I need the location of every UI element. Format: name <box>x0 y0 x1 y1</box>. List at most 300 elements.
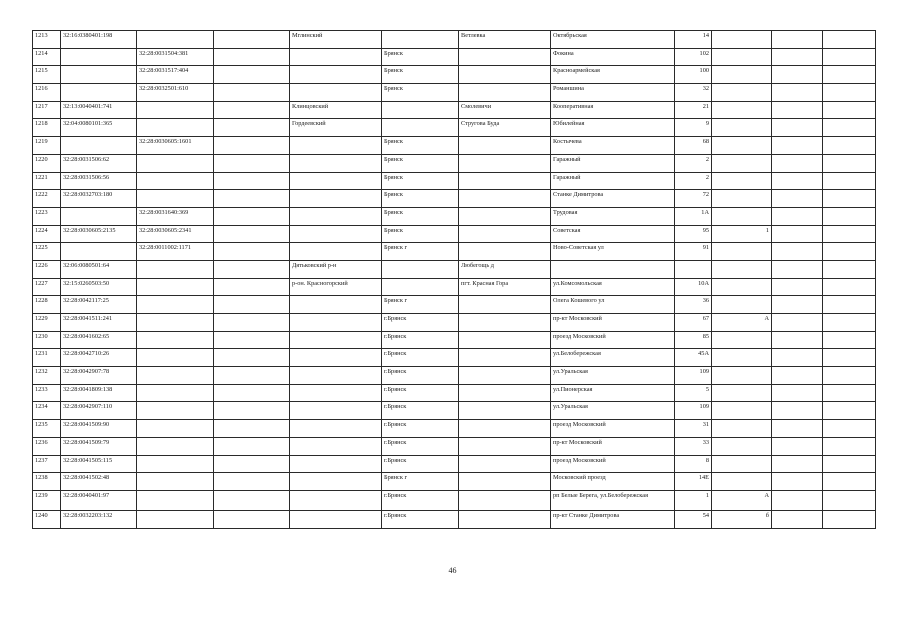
house-number-cell: 67 <box>675 314 712 332</box>
parent-cadastral-number-cell: 32:28:0030605:2341 <box>137 225 214 243</box>
empty-cell <box>823 48 876 66</box>
apartment-cell <box>772 455 823 473</box>
street-cell: ул.Белобережская <box>551 349 675 367</box>
city-cell: г.Брянск <box>382 402 459 420</box>
apartment-cell <box>772 243 823 261</box>
row-number-cell: 1237 <box>33 455 61 473</box>
empty-cell <box>214 490 290 510</box>
building-cell <box>712 119 772 137</box>
building-cell <box>712 207 772 225</box>
table-row <box>33 296 876 314</box>
empty-cell <box>214 473 290 491</box>
settlement-cell <box>459 437 551 455</box>
cadastral-number-cell: 32:28:0041509:90 <box>61 420 137 438</box>
cadastral-number-cell <box>61 48 137 66</box>
empty-cell <box>214 66 290 84</box>
cadastral-number-cell: 32:15:0260503:50 <box>61 278 137 296</box>
apartment-cell <box>772 437 823 455</box>
parent-cadastral-number-cell <box>137 473 214 491</box>
house-number-cell: 1А <box>675 207 712 225</box>
district-cell <box>290 48 382 66</box>
empty-cell <box>214 207 290 225</box>
cadastral-number-cell: 32:04:0080101:365 <box>61 119 137 137</box>
apartment-cell <box>772 48 823 66</box>
city-cell: Брянск <box>382 207 459 225</box>
district-cell <box>290 455 382 473</box>
district-cell: р-он. Красногорский <box>290 278 382 296</box>
building-cell <box>712 473 772 491</box>
district-cell <box>290 402 382 420</box>
empty-cell <box>214 119 290 137</box>
empty-cell <box>823 510 876 528</box>
house-number-cell: 2 <box>675 172 712 190</box>
empty-cell <box>214 48 290 66</box>
row-number-cell: 1234 <box>33 402 61 420</box>
apartment-cell <box>772 278 823 296</box>
building-cell <box>712 367 772 385</box>
cadastral-number-cell <box>61 207 137 225</box>
building-cell <box>712 437 772 455</box>
table-row <box>33 119 876 137</box>
empty-cell <box>214 84 290 102</box>
apartment-cell <box>772 137 823 155</box>
empty-cell <box>214 384 290 402</box>
apartment-cell <box>772 154 823 172</box>
house-number-cell: 36 <box>675 296 712 314</box>
building-cell <box>712 154 772 172</box>
city-cell: Брянск г <box>382 243 459 261</box>
apartment-cell <box>772 225 823 243</box>
cadastral-number-cell: 32:28:0042117:25 <box>61 296 137 314</box>
table-row <box>33 314 876 332</box>
building-cell <box>712 101 772 119</box>
street-cell: Гаражный <box>551 154 675 172</box>
city-cell: г.Брянск <box>382 490 459 510</box>
parent-cadastral-number-cell: 32:28:0031517:404 <box>137 66 214 84</box>
table-row <box>33 455 876 473</box>
apartment-cell <box>772 510 823 528</box>
settlement-cell <box>459 137 551 155</box>
empty-cell <box>823 119 876 137</box>
city-cell: г.Брянск <box>382 367 459 385</box>
house-number-cell: 68 <box>675 137 712 155</box>
settlement-cell: Струговa Буда <box>459 119 551 137</box>
table-row <box>33 225 876 243</box>
house-number-cell: 91 <box>675 243 712 261</box>
empty-cell <box>823 402 876 420</box>
settlement-cell: Смолевичи <box>459 101 551 119</box>
house-number-cell: 2 <box>675 154 712 172</box>
parent-cadastral-number-cell <box>137 119 214 137</box>
cadastral-number-cell: 32:28:0040401:97 <box>61 490 137 510</box>
district-cell <box>290 154 382 172</box>
apartment-cell <box>772 296 823 314</box>
house-number-cell: 1 <box>675 490 712 510</box>
street-cell: проезд Московский <box>551 455 675 473</box>
row-number-cell: 1228 <box>33 296 61 314</box>
city-cell: Брянск <box>382 172 459 190</box>
street-cell: Ново-Советская ул <box>551 243 675 261</box>
house-number-cell: 100 <box>675 66 712 84</box>
apartment-cell <box>772 473 823 491</box>
parent-cadastral-number-cell: 32:28:0011002:1171 <box>137 243 214 261</box>
parent-cadastral-number-cell <box>137 331 214 349</box>
apartment-cell <box>772 367 823 385</box>
table-row <box>33 349 876 367</box>
building-cell <box>712 190 772 208</box>
empty-cell <box>214 101 290 119</box>
settlement-cell <box>459 331 551 349</box>
row-number-cell: 1217 <box>33 101 61 119</box>
street-cell: Трудовая <box>551 207 675 225</box>
apartment-cell <box>772 66 823 84</box>
page-number: 46 <box>448 566 457 575</box>
settlement-cell: Ветлевка <box>459 31 551 49</box>
house-number-cell: 32 <box>675 84 712 102</box>
building-cell: А <box>712 490 772 510</box>
apartment-cell <box>772 101 823 119</box>
empty-cell <box>214 190 290 208</box>
apartment-cell <box>772 384 823 402</box>
street-cell: проезд Московский <box>551 420 675 438</box>
building-cell <box>712 349 772 367</box>
parent-cadastral-number-cell <box>137 314 214 332</box>
house-number-cell: 5 <box>675 384 712 402</box>
city-cell: г.Брянск <box>382 455 459 473</box>
cadastral-number-cell: 32:06:0080501:64 <box>61 260 137 278</box>
empty-cell <box>214 172 290 190</box>
apartment-cell <box>772 349 823 367</box>
street-cell: ул.Уральская <box>551 402 675 420</box>
city-cell <box>382 101 459 119</box>
house-number-cell <box>675 260 712 278</box>
building-cell: 1 <box>712 225 772 243</box>
table-row <box>33 278 876 296</box>
empty-cell <box>823 490 876 510</box>
row-number-cell: 1230 <box>33 331 61 349</box>
house-number-cell: 45А <box>675 349 712 367</box>
city-cell: г.Брянск <box>382 331 459 349</box>
apartment-cell <box>772 84 823 102</box>
parent-cadastral-number-cell <box>137 31 214 49</box>
apartment-cell <box>772 172 823 190</box>
table-row <box>33 84 876 102</box>
table-row <box>33 190 876 208</box>
street-cell: Гаражный <box>551 172 675 190</box>
city-cell: Брянск <box>382 84 459 102</box>
parent-cadastral-number-cell <box>137 437 214 455</box>
district-cell <box>290 349 382 367</box>
table-row <box>33 101 876 119</box>
apartment-cell <box>772 420 823 438</box>
row-number-cell: 1224 <box>33 225 61 243</box>
settlement-cell <box>459 154 551 172</box>
row-number-cell: 1238 <box>33 473 61 491</box>
empty-cell <box>214 137 290 155</box>
street-cell: рп Белые Берега, ул.Белобережская <box>551 490 675 510</box>
settlement-cell <box>459 84 551 102</box>
table-row <box>33 48 876 66</box>
city-cell: г.Брянск <box>382 437 459 455</box>
cadastral-number-cell: 32:13:0040401:741 <box>61 101 137 119</box>
empty-cell <box>214 278 290 296</box>
city-cell <box>382 119 459 137</box>
district-cell <box>290 190 382 208</box>
building-cell <box>712 66 772 84</box>
empty-cell <box>214 437 290 455</box>
district-cell <box>290 84 382 102</box>
table-row <box>33 66 876 84</box>
apartment-cell <box>772 190 823 208</box>
row-number-cell: 1214 <box>33 48 61 66</box>
empty-cell <box>823 101 876 119</box>
empty-cell <box>823 473 876 491</box>
cadastral-number-cell: 32:28:0031506:62 <box>61 154 137 172</box>
row-number-cell: 1231 <box>33 349 61 367</box>
street-cell <box>551 260 675 278</box>
row-number-cell: 1226 <box>33 260 61 278</box>
district-cell <box>290 207 382 225</box>
row-number-cell: 1240 <box>33 510 61 528</box>
row-number-cell: 1223 <box>33 207 61 225</box>
street-cell: пр-кт Московский <box>551 314 675 332</box>
building-cell: А <box>712 314 772 332</box>
city-cell: Брянск г <box>382 296 459 314</box>
district-cell <box>290 420 382 438</box>
district-cell <box>290 331 382 349</box>
house-number-cell: 95 <box>675 225 712 243</box>
building-cell <box>712 384 772 402</box>
table-row <box>33 154 876 172</box>
settlement-cell <box>459 473 551 491</box>
parent-cadastral-number-cell <box>137 402 214 420</box>
parent-cadastral-number-cell <box>137 384 214 402</box>
empty-cell <box>823 84 876 102</box>
settlement-cell <box>459 296 551 314</box>
apartment-cell <box>772 402 823 420</box>
settlement-cell <box>459 190 551 208</box>
city-cell: г.Брянск <box>382 384 459 402</box>
parent-cadastral-number-cell <box>137 510 214 528</box>
parent-cadastral-number-cell <box>137 278 214 296</box>
empty-cell <box>214 420 290 438</box>
building-cell <box>712 260 772 278</box>
cadastral-number-cell: 32:28:0041602:65 <box>61 331 137 349</box>
cadastral-number-cell: 32:28:0041505:115 <box>61 455 137 473</box>
cadastral-number-cell: 32:28:0042907:110 <box>61 402 137 420</box>
table-row <box>33 384 876 402</box>
empty-cell <box>823 331 876 349</box>
row-number-cell: 1225 <box>33 243 61 261</box>
city-cell <box>382 278 459 296</box>
parent-cadastral-number-cell <box>137 490 214 510</box>
city-cell: г.Брянск <box>382 510 459 528</box>
house-number-cell: 14Е <box>675 473 712 491</box>
cadastral-number-cell: 32:28:0041509:79 <box>61 437 137 455</box>
district-cell <box>290 510 382 528</box>
building-cell <box>712 243 772 261</box>
row-number-cell: 1239 <box>33 490 61 510</box>
parent-cadastral-number-cell <box>137 172 214 190</box>
table-row <box>33 510 876 528</box>
apartment-cell <box>772 314 823 332</box>
empty-cell <box>823 137 876 155</box>
row-number-cell: 1216 <box>33 84 61 102</box>
building-cell <box>712 84 772 102</box>
parent-cadastral-number-cell: 32:28:0030605:1601 <box>137 137 214 155</box>
house-number-cell: 14 <box>675 31 712 49</box>
parent-cadastral-number-cell <box>137 260 214 278</box>
street-cell: Советская <box>551 225 675 243</box>
row-number-cell: 1229 <box>33 314 61 332</box>
empty-cell <box>214 296 290 314</box>
settlement-cell <box>459 420 551 438</box>
house-number-cell: 21 <box>675 101 712 119</box>
empty-cell <box>823 154 876 172</box>
district-cell <box>290 490 382 510</box>
table-row <box>33 367 876 385</box>
row-number-cell: 1219 <box>33 137 61 155</box>
building-cell <box>712 402 772 420</box>
empty-cell <box>214 455 290 473</box>
district-cell: Гордеевский <box>290 119 382 137</box>
row-number-cell: 1227 <box>33 278 61 296</box>
building-cell <box>712 172 772 190</box>
cadastral-number-cell: 32:28:0030605:2135 <box>61 225 137 243</box>
street-cell: проезд Московский <box>551 331 675 349</box>
building-cell <box>712 296 772 314</box>
cadastral-number-cell <box>61 84 137 102</box>
city-cell: Брянск <box>382 225 459 243</box>
table-row <box>33 473 876 491</box>
house-number-cell: 8 <box>675 455 712 473</box>
empty-cell <box>214 243 290 261</box>
house-number-cell: 54 <box>675 510 712 528</box>
row-number-cell: 1213 <box>33 31 61 49</box>
parent-cadastral-number-cell: 32:28:0031504:381 <box>137 48 214 66</box>
cadastral-number-cell: 32:16:0380401:198 <box>61 31 137 49</box>
building-cell <box>712 420 772 438</box>
building-cell <box>712 331 772 349</box>
city-cell <box>382 260 459 278</box>
empty-cell <box>823 437 876 455</box>
settlement-cell <box>459 455 551 473</box>
apartment-cell <box>772 331 823 349</box>
settlement-cell <box>459 48 551 66</box>
building-cell <box>712 31 772 49</box>
empty-cell <box>823 420 876 438</box>
city-cell <box>382 31 459 49</box>
city-cell: Брянск <box>382 48 459 66</box>
district-cell <box>290 137 382 155</box>
table-row <box>33 137 876 155</box>
apartment-cell <box>772 260 823 278</box>
row-number-cell: 1233 <box>33 384 61 402</box>
parent-cadastral-number-cell <box>137 101 214 119</box>
district-cell <box>290 225 382 243</box>
cadastral-number-cell: 32:28:0031506:56 <box>61 172 137 190</box>
empty-cell <box>823 455 876 473</box>
district-cell <box>290 296 382 314</box>
city-cell: Брянск <box>382 137 459 155</box>
house-number-cell: 72 <box>675 190 712 208</box>
settlement-cell <box>459 510 551 528</box>
cadastral-number-cell: 32:28:0032703:180 <box>61 190 137 208</box>
street-cell: Красноармейская <box>551 66 675 84</box>
city-cell: г.Брянск <box>382 349 459 367</box>
city-cell: Брянск г <box>382 473 459 491</box>
house-number-cell: 31 <box>675 420 712 438</box>
street-cell: Костычева <box>551 137 675 155</box>
parent-cadastral-number-cell: 32:28:0032501:610 <box>137 84 214 102</box>
settlement-cell <box>459 66 551 84</box>
settlement-cell <box>459 225 551 243</box>
table-row <box>33 172 876 190</box>
house-number-cell: 109 <box>675 402 712 420</box>
empty-cell <box>823 384 876 402</box>
empty-cell <box>214 31 290 49</box>
city-cell: г.Брянск <box>382 420 459 438</box>
empty-cell <box>823 207 876 225</box>
settlement-cell: Любегощь д <box>459 260 551 278</box>
row-number-cell: 1215 <box>33 66 61 84</box>
empty-cell <box>214 367 290 385</box>
row-number-cell: 1236 <box>33 437 61 455</box>
empty-cell <box>823 278 876 296</box>
empty-cell <box>214 225 290 243</box>
building-cell <box>712 137 772 155</box>
street-cell: ул.Пионерская <box>551 384 675 402</box>
row-number-cell: 1218 <box>33 119 61 137</box>
cadastral-number-cell <box>61 66 137 84</box>
row-number-cell: 1220 <box>33 154 61 172</box>
table-row <box>33 437 876 455</box>
apartment-cell <box>772 119 823 137</box>
settlement-cell <box>459 243 551 261</box>
cadastral-number-cell: 32:28:0042907:78 <box>61 367 137 385</box>
apartment-cell <box>772 207 823 225</box>
row-number-cell: 1222 <box>33 190 61 208</box>
district-cell: Клинцовский <box>290 101 382 119</box>
cadastral-number-cell <box>61 137 137 155</box>
table-row <box>33 420 876 438</box>
district-cell <box>290 172 382 190</box>
empty-cell <box>823 296 876 314</box>
settlement-cell <box>459 384 551 402</box>
cadastral-number-cell <box>61 243 137 261</box>
settlement-cell: пгт. Красная Гора <box>459 278 551 296</box>
street-cell: ул.Уральская <box>551 367 675 385</box>
street-cell: Московский проезд <box>551 473 675 491</box>
table-row <box>33 207 876 225</box>
table-row <box>33 402 876 420</box>
district-cell: Мглинский <box>290 31 382 49</box>
building-cell: б <box>712 510 772 528</box>
parent-cadastral-number-cell <box>137 367 214 385</box>
house-number-cell: 102 <box>675 48 712 66</box>
cadastral-number-cell: 32:28:0042710:26 <box>61 349 137 367</box>
settlement-cell <box>459 314 551 332</box>
street-cell: Романшина <box>551 84 675 102</box>
street-cell: Фокина <box>551 48 675 66</box>
apartment-cell <box>772 490 823 510</box>
parent-cadastral-number-cell <box>137 190 214 208</box>
empty-cell <box>823 172 876 190</box>
settlement-cell <box>459 490 551 510</box>
street-cell: пр-кт Станке Димитрова <box>551 510 675 528</box>
table-row <box>33 243 876 261</box>
district-cell <box>290 314 382 332</box>
